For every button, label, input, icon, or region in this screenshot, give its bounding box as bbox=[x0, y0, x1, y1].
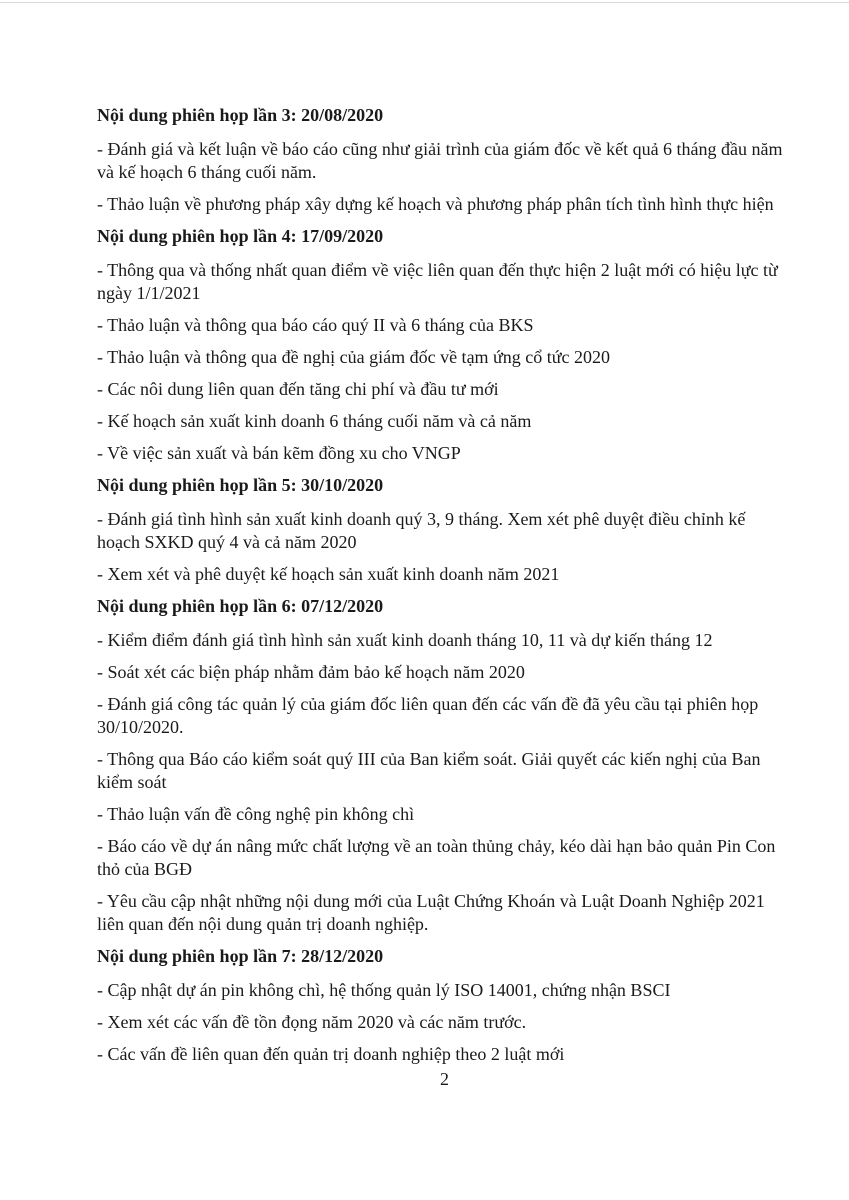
session-item: - Xem xét và phê duyệt kế hoạch sản xuất kinh doanh năm 2021 bbox=[97, 564, 560, 584]
session-heading: Nội dung phiên họp lần 3: 20/08/2020 bbox=[97, 105, 384, 125]
page-number: 2 bbox=[440, 1069, 449, 1089]
session-heading: Nội dung phiên họp lần 5: 30/10/2020 bbox=[97, 475, 384, 495]
page-top-edge bbox=[0, 2, 849, 3]
session-item: - Các vấn đề liên quan đến quản trị doanh nghiệp theo 2 luật mới bbox=[97, 1044, 565, 1064]
session-heading: Nội dung phiên họp lần 7: 28/12/2020 bbox=[97, 946, 384, 966]
session-item: - Cập nhật dự án pin không chì, hệ thống quản lý ISO 14001, chứng nhận BSCI bbox=[97, 980, 671, 1000]
session-item: - Thảo luận và thông qua đề nghị của giám đốc về tạm ứng cổ tức 2020 bbox=[97, 347, 611, 367]
session-heading: Nội dung phiên họp lần 4: 17/09/2020 bbox=[97, 226, 384, 246]
session-7 bbox=[97, 945, 787, 1066]
session-4 bbox=[97, 225, 787, 465]
session-item: - Thảo luận về phương pháp xây dựng kế hoạch và phương pháp phân tích tình hình thực hiện bbox=[97, 194, 774, 214]
session-5 bbox=[97, 474, 787, 586]
session-item: - Về việc sản xuất và bán kẽm đồng xu cho VNGP bbox=[97, 443, 461, 463]
session-item: - Báo cáo về dự án nâng mức chất lượng về an toàn thủng chảy, kéo dài hạn bảo quản Pin Con thỏ của BGĐ bbox=[97, 836, 776, 879]
session-item: - Kiểm điểm đánh giá tình hình sản xuất kinh doanh tháng 10, 11 và dự kiến tháng 12 bbox=[97, 630, 713, 650]
session-item: - Thông qua Báo cáo kiểm soát quý III của Ban kiểm soát. Giải quyết các kiến nghị của Ban kiểm soát bbox=[97, 749, 761, 792]
session-item: - Đánh giá tình hình sản xuất kinh doanh quý 3, 9 tháng. Xem xét phê duyệt điều chỉnh kế hoạch SXKD quý 4 và cả năm 2020 bbox=[97, 509, 746, 552]
session-item: - Thảo luận vấn đề công nghệ pin không chì bbox=[97, 804, 415, 824]
session-item: - Yêu cầu cập nhật những nội dung mới của Luật Chứng Khoán và Luật Doanh Nghiệp 2021 liên quan đến nội dung quản trị doanh nghiệp. bbox=[97, 891, 765, 934]
session-item: - Thông qua và thống nhất quan điểm về việc liên quan đến thực hiện 2 luật mới có hiệu lực từ ngày 1/1/2021 bbox=[97, 260, 778, 303]
session-6 bbox=[97, 595, 787, 936]
session-item: - Soát xét các biện pháp nhằm đảm bảo kế hoạch năm 2020 bbox=[97, 662, 525, 682]
session-item: - Các nôi dung liên quan đến tăng chi phí và đầu tư mới bbox=[97, 379, 499, 399]
session-item: - Thảo luận và thông qua báo cáo quý II và 6 tháng của BKS bbox=[97, 315, 534, 335]
session-item: - Đánh giá công tác quản lý của giám đốc liên quan đến các vấn đề đã yêu cầu tại phiên họp 30/10/2020. bbox=[97, 694, 759, 737]
session-heading: Nội dung phiên họp lần 6: 07/12/2020 bbox=[97, 596, 384, 616]
session-item: - Xem xét các vấn đề tồn đọng năm 2020 và các năm trước. bbox=[97, 1012, 527, 1032]
session-item: - Kế hoạch sản xuất kinh doanh 6 tháng cuối năm và cả năm bbox=[97, 411, 532, 431]
document-body bbox=[97, 104, 787, 1075]
session-3 bbox=[97, 104, 787, 216]
session-item: - Đánh giá và kết luận về báo cáo cũng như giải trình của giám đốc về kết quả 6 tháng đầu năm và kế hoạch 6 tháng cuối năm. bbox=[97, 139, 783, 182]
